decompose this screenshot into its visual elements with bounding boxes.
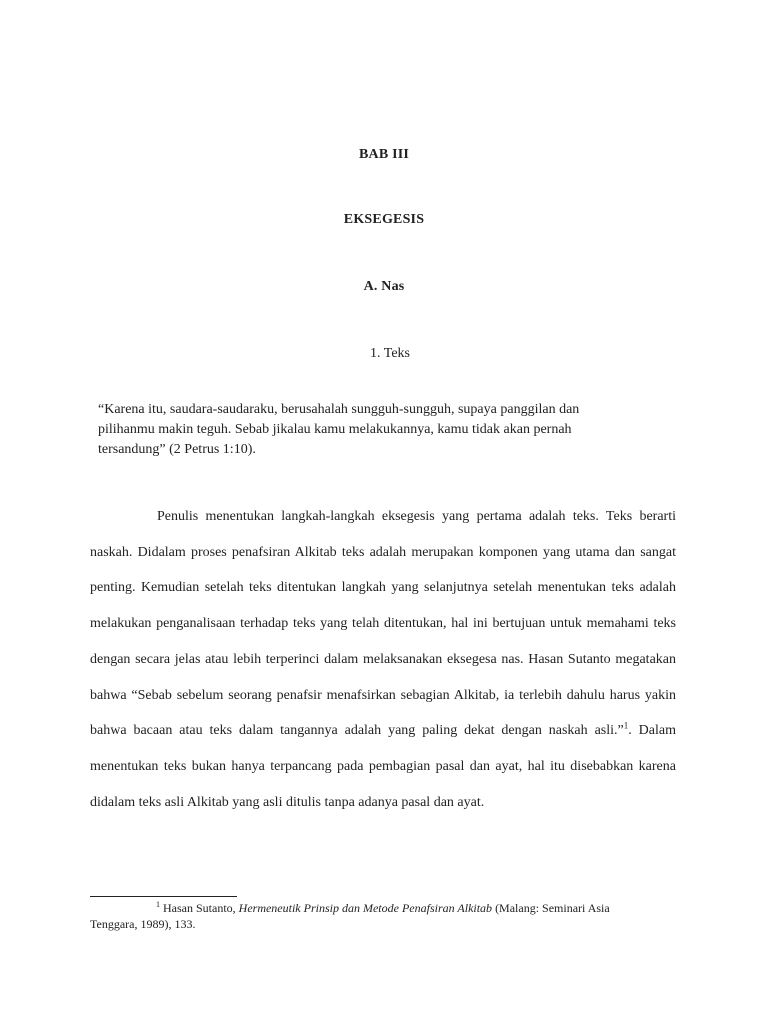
footnote-separator — [90, 896, 237, 897]
section-heading: A. Nas — [363, 279, 405, 294]
footnote-marker: 1 — [156, 900, 160, 909]
paragraph-text-before-note: Penulis menentukan langkah-langkah eksegesis yang pertama adalah teks. Teks berarti naskah. Didalam proses penafsiran Alkitab teks adalah merupakan komponen yang utama dan sangat penting. Kemudian setelah teks ditentukan langkah yang selanjutnya setelah menentukan teks adalah melakukan penganalisaan terhadap teks yang telah ditentukan, hal ini bertujuan untuk memahami teks dengan secara jelas atau lebih terperinci dalam melaksanakan eksegesa nas. Hasan Sutanto megatakan bahwa “Sebab sebelum seorang penafsir menafsirkan sebagian Alkitab, ia terlebih dahulu harus yakin bahwa bacaan atau teks dalam tangannya adalah yang paling dekat dengan naskah asli.” — [90, 509, 676, 739]
quote-line: pilihanmu makin teguh. Sebab jikalau kamu melakukannya, kamu tidak akan pernah — [98, 422, 572, 437]
quote-line: tersandung” (2 Petrus 1:10). — [98, 442, 256, 457]
chapter-title: EKSEGESIS — [343, 212, 425, 227]
footnote-publication: (Malang: Seminari Asia Tenggara, 1989), 133. — [90, 901, 610, 931]
subsection-heading: 1. Teks — [370, 346, 410, 361]
footnote-author: Hasan Sutanto, — [160, 901, 239, 915]
paragraph-text-after-note: . Dalam menentukan teks bukan hanya terpancang pada pembagian pasal dan ayat, hal itu disebabkan karena didalam teks asli Alkitab yang asli ditulis tanpa adanya pasal dan ayat. — [90, 723, 677, 810]
footnote-book-title: Hermeneutik Prinsip dan Metode Penafsiran Alkitab — [238, 901, 493, 915]
chapter-heading: BAB III — [358, 147, 410, 162]
scripture-quote — [98, 400, 638, 460]
footnote — [90, 900, 650, 932]
quote-line: “Karena itu, saudara-saudaraku, berusahalah sungguh-sungguh, supaya panggilan dan — [98, 402, 580, 417]
body-paragraph — [90, 499, 676, 820]
footnote-reference: 1 — [623, 720, 629, 731]
